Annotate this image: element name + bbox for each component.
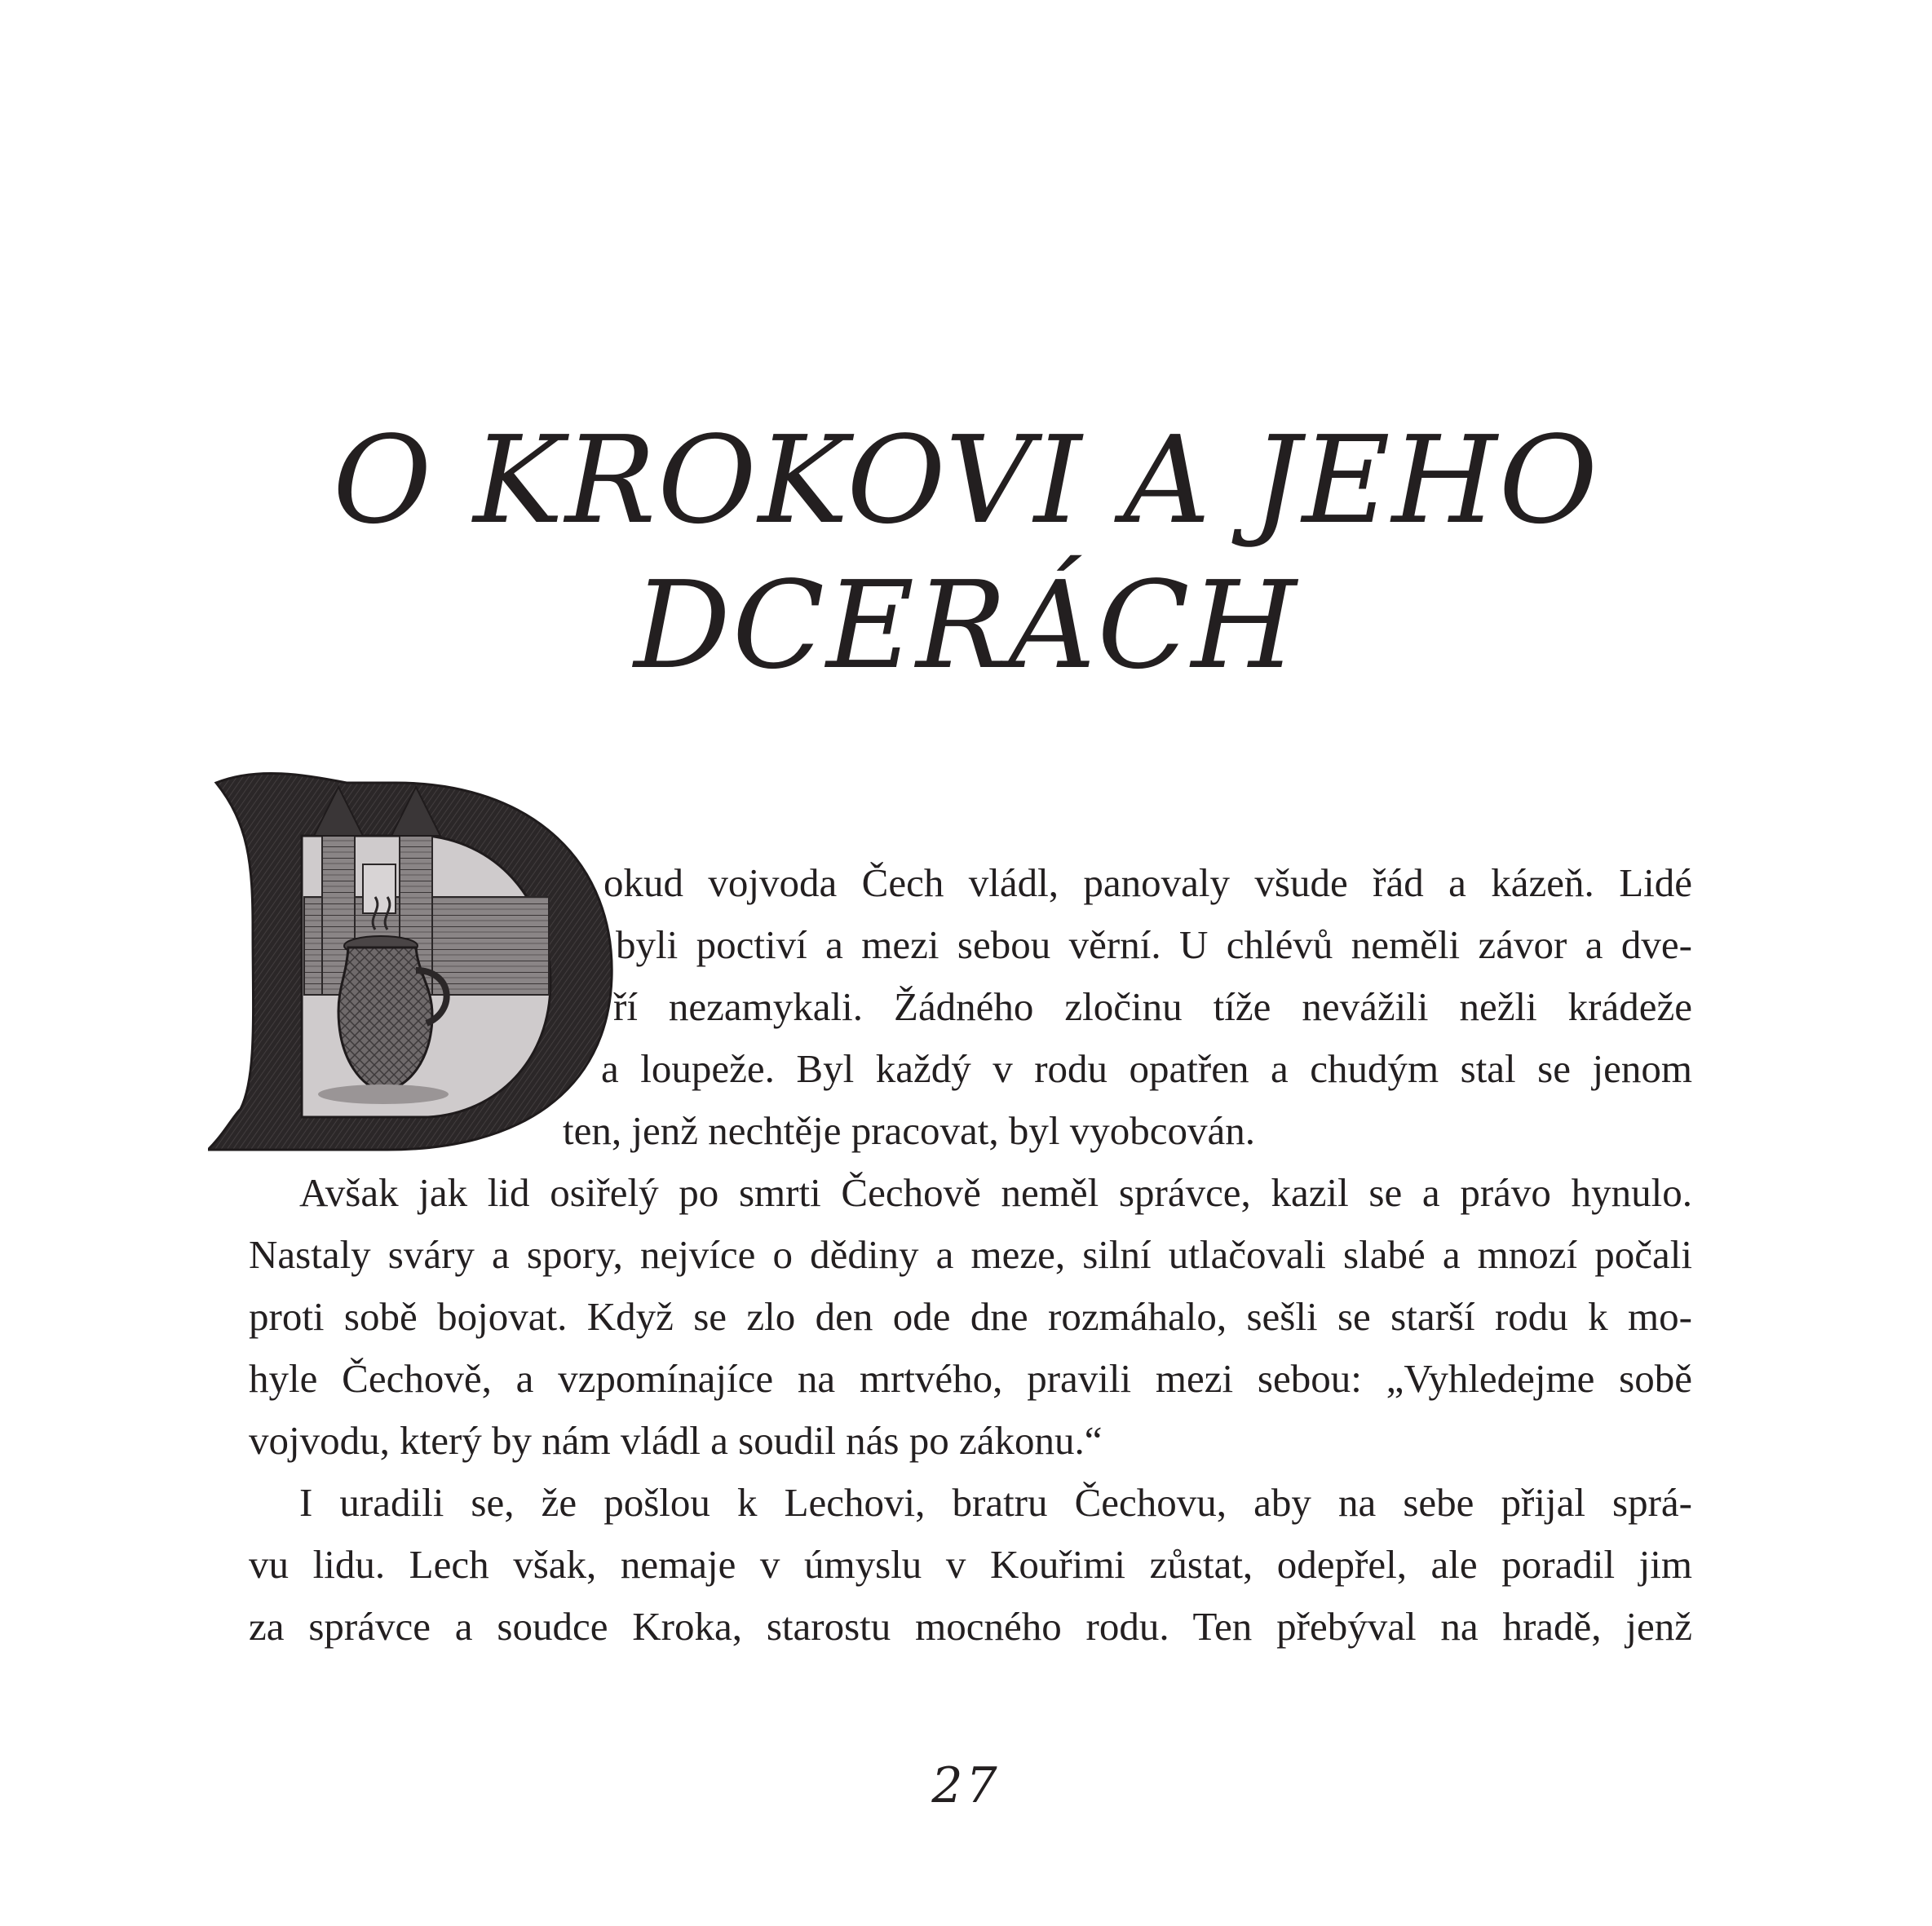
text-line: okud vojvoda Čech vládl, panovaly všude řád a kázeň. Lidé: [603, 860, 1692, 905]
text-line: Avšak jak lid osiřelý po smrti Čechově neměl správce, kazil se a právo hynulo.: [299, 1170, 1692, 1215]
text-line: hyle Čechově, a vzpomínajíce na mrtvého, pravili mezi sebou: „Vyhledejme sobě: [249, 1356, 1692, 1401]
chapter-title-line-1: O KROKOVI A JEHO: [332, 410, 1600, 550]
text-line: byli poctiví a mezi sebou věrní. U chlévů neměli závor a dve-: [616, 922, 1692, 967]
text-line: za správce a soudce Kroka, starostu mocného rodu. Ten přebýval na hradě, jenž: [249, 1604, 1692, 1649]
text-line: a loupeže. Byl každý v rodu opatřen a chudým stal se jenom: [601, 1046, 1692, 1091]
chapter-title-line-2: DCERÁCH: [634, 555, 1298, 696]
text-line: ten, jenž nechtěje pracovat, byl vyobcován.: [563, 1108, 1255, 1153]
text-line: vu lidu. Lech však, nemaje v úmyslu v Kouřimi zůstat, odepřel, ale poradil jim: [249, 1542, 1692, 1587]
text-line: I uradili se, že pošlou k Lechovi, bratru Čechovu, aby na sebe přijal sprá-: [299, 1480, 1692, 1525]
text-line: proti sobě bojovat. Když se zlo den ode dne rozmáhalo, sešli se starší rodu k mo-: [249, 1294, 1692, 1339]
chapter-title: [245, 408, 1687, 698]
text-line: vojvodu, který by nám vládl a soudil nás po zákonu.“: [249, 1418, 1103, 1463]
page-number: 27: [931, 1757, 1001, 1814]
text-line: ří nezamykali. Žádného zločinu tíže nevážili nežli krádeže: [613, 984, 1692, 1029]
body-text: [249, 852, 1692, 1658]
text-line: Nastaly sváry a spory, nejvíce o dědiny a meze, silní utlačovali slabé a mnozí počali: [249, 1232, 1692, 1277]
